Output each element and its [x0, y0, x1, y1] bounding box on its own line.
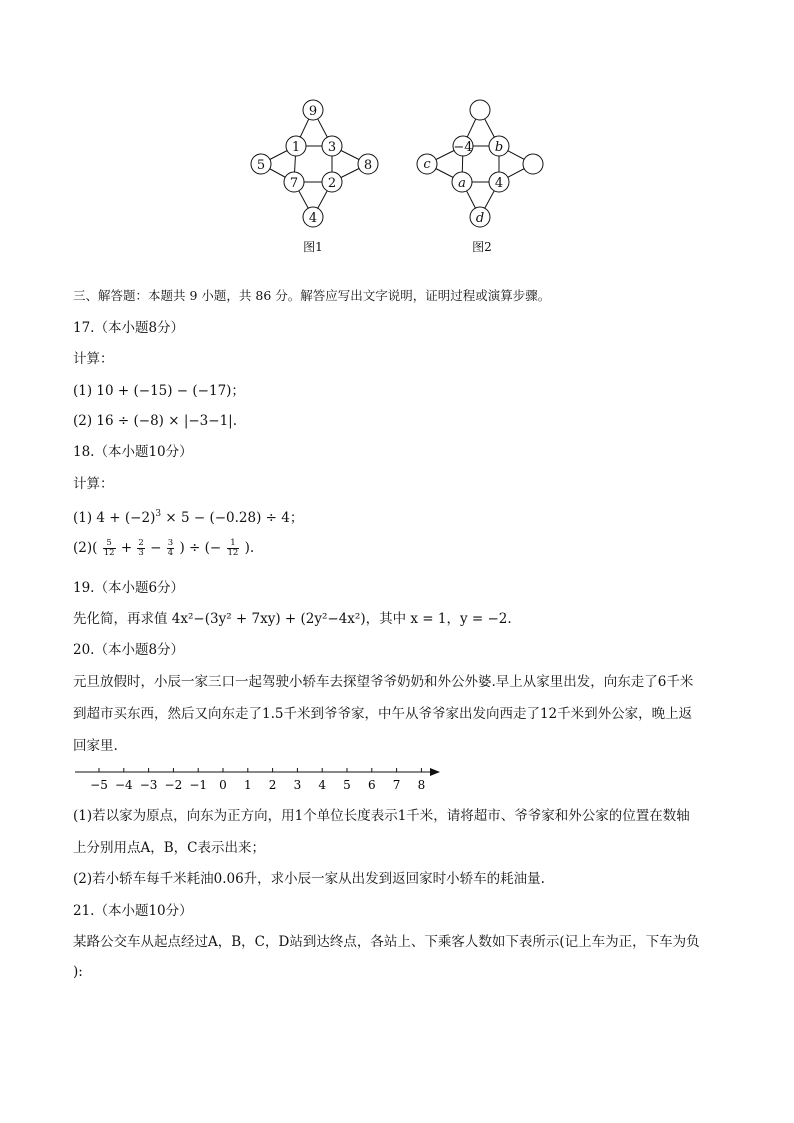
figure-2	[417, 100, 543, 227]
axis-tick-label: 6	[367, 778, 376, 792]
q19-text: 先化简，再求值 4x²−(3y² + 7xy) + (2y²−4x²)，其中 x = 1，y = −2.	[73, 611, 512, 627]
q18-header: 18.（本小题10分）	[73, 444, 193, 460]
q20-part2: (2)若小轿车每千米耗油0.06升，求小辰一家从出发到返回家时小轿车的耗油量.	[73, 871, 545, 887]
fig1-node-ul: 1	[291, 140, 301, 155]
q18-p2-tail: ).	[244, 540, 255, 556]
fig2-caption: 图2	[472, 240, 492, 254]
fig2-node-ll: a	[458, 176, 466, 191]
number-line	[70, 762, 450, 794]
q18-p2-lead: (2)(	[73, 540, 98, 556]
axis-tick-label: 4	[318, 778, 327, 792]
fig1-node-top: 9	[308, 104, 318, 119]
q18-part1	[73, 504, 303, 528]
figure-1	[251, 100, 378, 227]
axis-tick-label: −1	[189, 778, 208, 792]
fraction: $\frac{3}{4}$	[167, 538, 174, 558]
fig2-node-ul: −4	[453, 140, 473, 155]
operator: −	[150, 540, 162, 556]
fig2-node-ur: b	[494, 140, 504, 155]
q18-p1-b: × 5 − (−0.28) ÷ 4；	[161, 510, 304, 526]
q20-part1-line2: 上分别用点A，B，C表示出来；	[73, 840, 265, 856]
axis-tick-label: 3	[293, 778, 302, 792]
axis-tick-label: −2	[164, 778, 183, 792]
q20-para-line1: 元旦放假时，小辰一家三口一起驾驶小轿车去探望爷爷奶奶和外公外婆.早上从家里出发，向东走了6千米	[73, 674, 694, 690]
q20-para-line2: 到超市买东西，然后又向东走了1.5千米到爷爷家，中午从爷爷家出发向西走了12千米到外公家，晚上返	[73, 706, 693, 722]
q19-header: 19.（本小题6分）	[73, 580, 185, 596]
axis-tick-label: 1	[243, 778, 252, 792]
fraction: $\frac{1}{12}$	[227, 538, 239, 558]
q21-line1: 某路公交车从起点经过A，B，C，D站到达终点，各站上、下乘客人数如下表所示(记上车为正，下车为负	[73, 934, 700, 950]
fig1-node-right: 8	[363, 158, 373, 173]
q18-p1-a: (1) 4 + (−2)	[73, 510, 156, 526]
axis-tick-label: 8	[417, 778, 426, 792]
q18-p1-exp: 3	[155, 509, 162, 519]
axis-tick-label: −3	[139, 778, 158, 792]
q21-line2: ):	[73, 964, 83, 980]
axis-tick-label: 0	[219, 778, 227, 792]
operator: +	[120, 540, 133, 556]
axis-tick-label: −5	[90, 778, 108, 792]
figure-1-labels	[257, 104, 372, 254]
fig1-node-lr: 2	[327, 176, 337, 191]
q21-header: 21.（本小题10分）	[73, 903, 193, 919]
fig2-node-bottom: d	[475, 211, 485, 226]
q20-part1-line1: (1)若以家为原点，向东为正方向，用1个单位长度表示1千米，请将超市、爷爷家和外公家的位置在数轴	[73, 808, 690, 824]
q17-header: 17.（本小题8分）	[73, 320, 185, 336]
q18-part2	[73, 538, 254, 558]
fig2-node-left: c	[423, 157, 431, 172]
section-heading: 三、解答题：本题共 9 小题，共 86 分。解答应写出文字说明，证明过程或演算步骤。	[73, 288, 551, 303]
q18-p2-mid: ) ÷ (−	[179, 540, 222, 556]
axis-tick-label: 2	[268, 778, 277, 792]
fraction: $\frac{2}{3}$	[138, 538, 144, 558]
q17-part2: (2) 16 ÷ (−8) × |−3−1|.	[73, 413, 238, 429]
figure-graphs	[230, 95, 570, 260]
q18-prompt: 计算：	[73, 476, 114, 492]
q20-para-line3: 回家里.	[73, 738, 118, 754]
fig1-node-left: 5	[256, 158, 266, 173]
fig1-node-ll: 7	[289, 176, 299, 191]
q17-prompt: 计算：	[73, 351, 114, 367]
q17-part1: (1) 10 + (−15) − (−17)；	[73, 383, 245, 399]
fraction: $\frac{5}{12}$	[103, 538, 115, 558]
fig1-node-ur: 3	[327, 140, 337, 155]
fig1-node-bottom: 4	[308, 211, 318, 226]
axis-tick-label: 5	[343, 778, 351, 792]
axis-tick-label: −4	[114, 778, 133, 792]
q20-header: 20.（本小题8分）	[73, 642, 185, 658]
fig2-node-lr: 4	[494, 176, 504, 191]
axis-tick-label: 7	[392, 778, 401, 792]
fig1-caption: 图1	[303, 240, 323, 254]
